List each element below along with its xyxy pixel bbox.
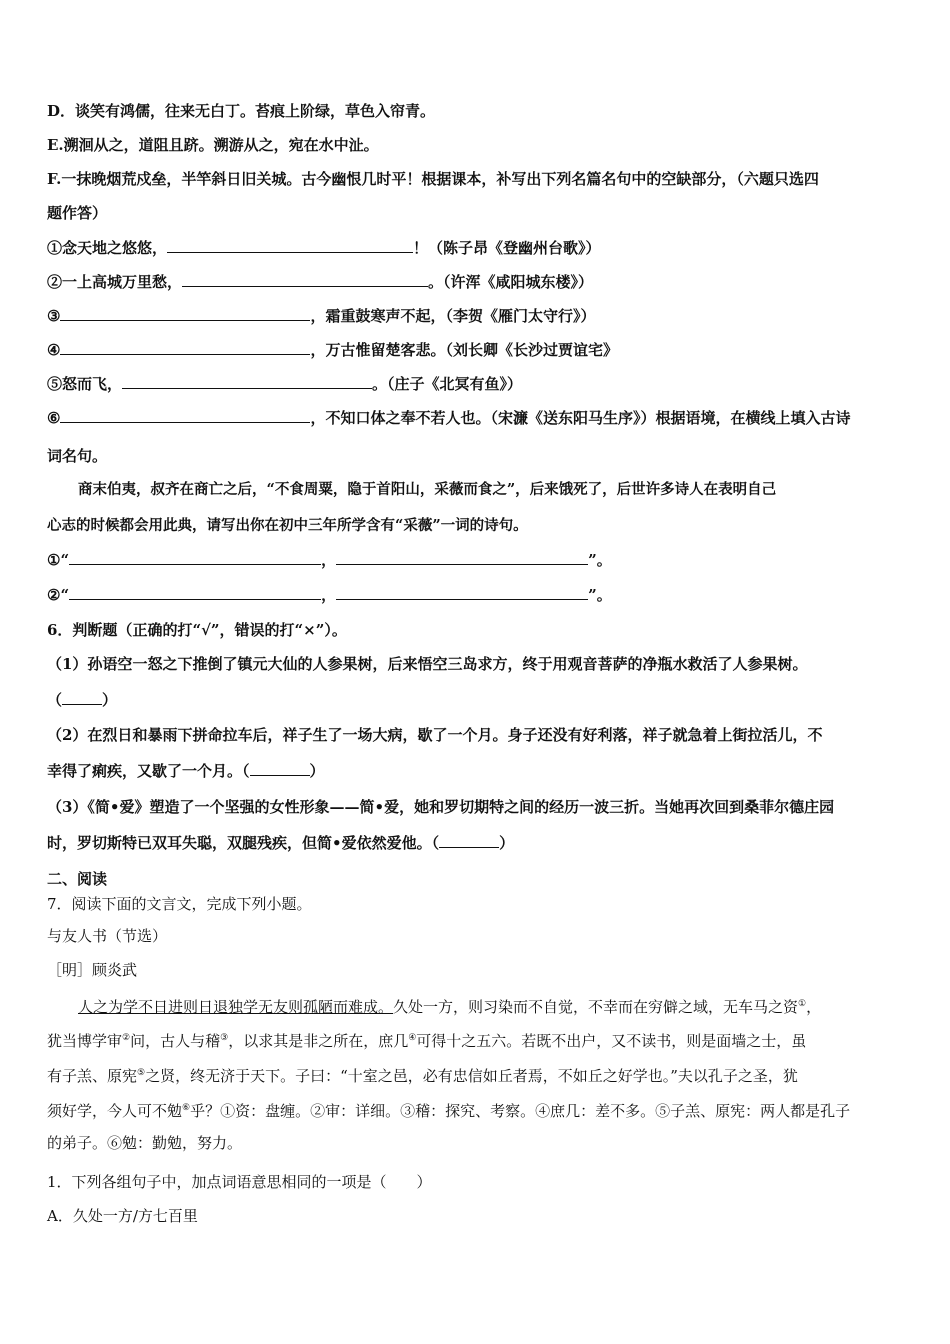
caiwei-answer-1 [47, 549, 612, 571]
fill-blank-3-suffix: ，霜重鼓寒声不起，（李贺《雁门太守行》） [310, 307, 596, 325]
passage-text: 问，古人与稽 [130, 1032, 221, 1050]
answer-blank[interactable] [182, 272, 428, 287]
option-e: E.溯洄从之，道阻且跻。溯游从之，宛在水中沚。 [47, 136, 379, 154]
footnote-marker: ④ [408, 1033, 417, 1043]
answer-blank[interactable] [69, 550, 321, 565]
fill-blank-6-suffix: ，不知口体之奉不若人也。（宋濂《送东阳马生序》）根据语境，在横线上填入古诗 [310, 409, 851, 427]
fill-blank-4 [47, 339, 618, 361]
passage-line-4 [47, 1097, 850, 1122]
fill-blank-1-prefix: ①念天地之悠悠， [47, 239, 168, 257]
paren-close: ） [309, 762, 325, 780]
caiwei-answer-1-close: ”。 [588, 551, 612, 569]
answer-blank[interactable] [122, 374, 372, 389]
judge-item-2-text: 幸得了痢疾，又歇了一个月。（ [47, 762, 250, 780]
answer-blank[interactable] [60, 340, 310, 355]
fill-blank-6-continued: 词名句。 [47, 447, 108, 465]
passage-text: ， [806, 998, 822, 1016]
question-7: 7．阅读下面的文言文，完成下列小题。 [47, 895, 312, 913]
paren-close: ） [499, 834, 515, 852]
section-heading: 二、阅读 [47, 870, 108, 888]
option-f: F.一抹晚烟荒戍垒，半竿斜日旧关城。古今幽恨几时平！根据课本，补写出下列名篇名句中的空缺部分，（六题只选四 [47, 170, 819, 188]
passage-text: 须好学，今人可不勉 [47, 1102, 183, 1120]
passage-line-2 [47, 1027, 806, 1052]
fill-blank-5-suffix: 。（庄子《北冥有鱼》） [372, 375, 523, 393]
fill-blank-1 [47, 237, 601, 259]
fill-blank-2-prefix: ②一上高城万里愁， [47, 273, 183, 291]
footnote-marker: ⑤ [137, 1068, 146, 1078]
caiwei-answer-1-comma: ， [321, 551, 337, 569]
answer-blank[interactable] [62, 690, 102, 705]
caiwei-answer-2-open: ②“ [47, 586, 70, 604]
judge-item-3-text: 时，罗切斯特已双耳失聪，双腿残疾，但简•爱依然爱他。（ [47, 834, 440, 852]
sub-question-1: 1．下列各组句子中，加点词语意思相同的一项是（ ） [47, 1173, 432, 1191]
passage-text: 久处一方，则习染而不自觉，不幸而在穷僻之域，无车马之资 [393, 998, 799, 1016]
caiwei-paragraph-line2: 心志的时候都会用此典，请写出你在初中三年所学含有“采薇”一词的诗句。 [47, 517, 528, 534]
answer-blank[interactable] [336, 550, 588, 565]
judge-heading: 6．判断题（正确的打“√”，错误的打“×”）。 [47, 621, 347, 639]
caiwei-answer-2-close: ”。 [588, 586, 612, 604]
answer-blank[interactable] [69, 585, 321, 600]
answer-blank[interactable] [60, 408, 310, 423]
passage-text: 犹当博学审 [47, 1032, 123, 1050]
answer-blank[interactable] [167, 238, 413, 253]
judge-item-2-continued [47, 760, 325, 782]
caiwei-answer-1-open: ①“ [47, 551, 70, 569]
underlined-sentence: 人之为学不日进则日退独学无友则孤陋而难成。 [78, 998, 394, 1016]
sub-question-1-option-a: A．久处一方/方七百里 [47, 1207, 198, 1225]
judge-item-1: （1）孙语空一怒之下推倒了镇元大仙的人参果树，后来悟空三岛求方，终于用观音菩萨的净瓶水救活了人参果树。 [47, 655, 808, 673]
fill-blank-3-prefix: ③ [47, 307, 61, 325]
answer-blank[interactable] [60, 306, 310, 321]
passage-text: 乎？①资：盘缠。②审：详细。③稽：探究、考察。④庶几：差不多。⑤子羔、原宪：两人都是孔子 [190, 1102, 851, 1120]
caiwei-paragraph-line1: 商末伯夷，叔齐在商亡之后，“不食周粟，隐于首阳山，采薇而食之”，后来饿死了，后世许多诗人在表明自己 [78, 481, 777, 498]
paren-close: ） [102, 691, 118, 709]
fill-blank-5-prefix: ⑤怒而飞， [47, 375, 123, 393]
fill-blank-4-prefix: ④ [47, 341, 61, 359]
caiwei-answer-2 [47, 584, 612, 606]
fill-blank-4-suffix: ，万古惟留楚客悲。（刘长卿《长沙过贾谊宅》 [310, 341, 618, 359]
fill-blank-2-suffix: 。（许浑《咸阳城东楼》） [428, 273, 594, 291]
passage-author: ［明］顾炎武 [47, 961, 138, 979]
fill-blank-3 [47, 305, 595, 327]
passage-text: 之贤，终无济于天下。子曰：“十室之邑，必有忠信如丘者焉，不如丘之好学也。”夫以孔子之圣，犹 [145, 1067, 798, 1085]
judge-item-3-continued [47, 832, 514, 854]
passage-text: ，以求其是非之所在，庶几 [228, 1032, 409, 1050]
footnote-marker: ① [798, 999, 807, 1009]
judge-item-2: （2）在烈日和暴雨下拼命拉车后，祥子生了一场大病，歇了一个月。身子还没有好利落，祥子就急着上街拉活儿，不 [47, 726, 823, 744]
footnote-marker: ⑥ [182, 1103, 191, 1113]
answer-blank[interactable] [439, 833, 499, 848]
passage-text: 有子羔、原宪 [47, 1067, 138, 1085]
fill-blank-5 [47, 373, 522, 395]
passage-line-5: 的弟子。⑥勉：勤勉，努力。 [47, 1134, 243, 1152]
passage-title: 与友人书（节选） [47, 927, 168, 945]
instruction-continued: 题作答） [47, 204, 108, 222]
fill-blank-6 [47, 407, 850, 429]
fill-blank-6-prefix: ⑥ [47, 409, 61, 427]
footnote-marker: ③ [220, 1033, 229, 1043]
judge-item-3: （3）《简•爱》塑造了一个坚强的女性形象——简•爱，她和罗切期特之间的经历一波三折。当她再次回到桑菲尔德庄园 [47, 798, 835, 816]
fill-blank-1-suffix: ！（陈子昂《登幽州台歌》） [413, 239, 601, 257]
option-d: D．谈笑有鸿儒，往来无白丁。苔痕上阶绿，草色入帘青。 [47, 102, 436, 120]
passage-text: 可得十之五六。若既不出户，又不读书，则是面墙之士，虽 [416, 1032, 807, 1050]
answer-blank[interactable] [336, 585, 588, 600]
judge-item-1-answer [47, 689, 117, 711]
caiwei-answer-2-comma: ， [321, 586, 337, 604]
paren-open: （ [47, 691, 63, 709]
passage-line-3 [47, 1062, 798, 1087]
footnote-marker: ② [122, 1033, 131, 1043]
fill-blank-2 [47, 271, 593, 293]
answer-blank[interactable] [250, 761, 310, 776]
passage-line-1 [78, 993, 821, 1018]
